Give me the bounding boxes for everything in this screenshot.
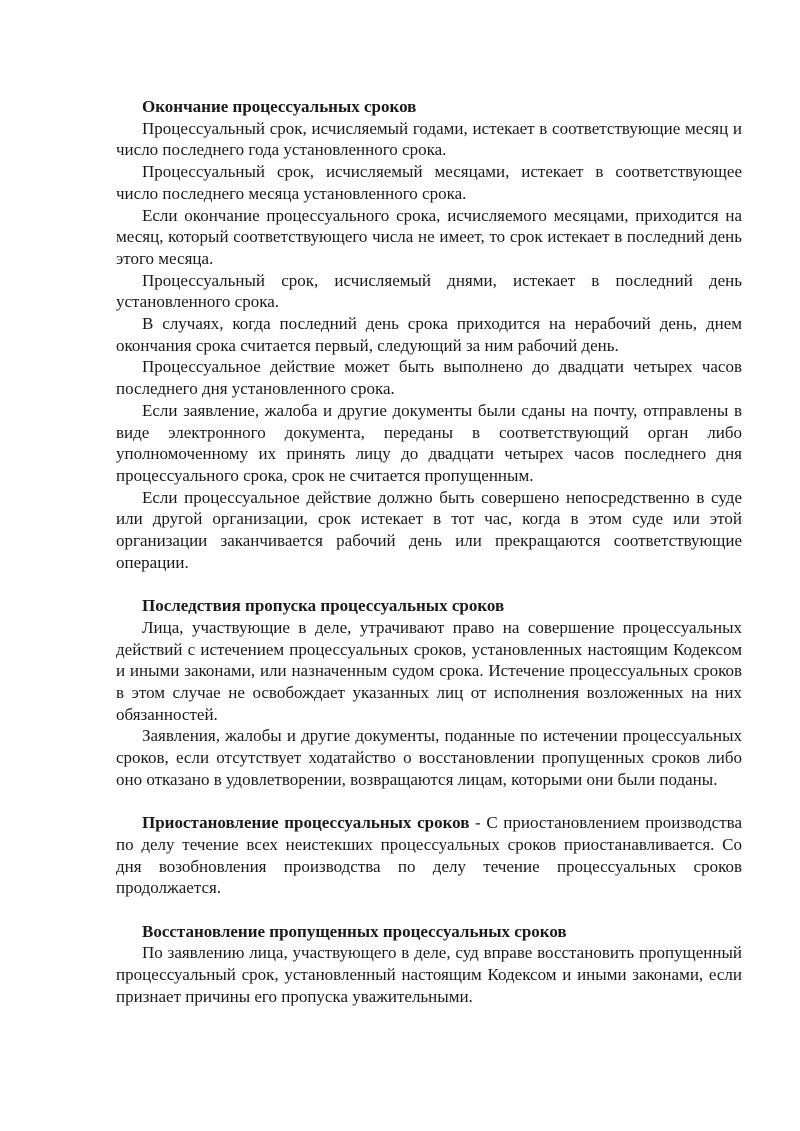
paragraph: По заявлению лица, участвующего в деле, суд вправе восстановить пропущенный процессуальный срок, установленный настоящим Кодексом и иными законами, если признает причины его пропуска уважительными. <box>116 943 742 1006</box>
paragraph: Если окончание процессуального срока, исчисляемого месяцами, приходится на месяц, который соответствующего числа не имеет, то срок истекает в последний день этого месяца. <box>116 205 742 268</box>
paragraph: Процессуальный срок, исчисляемый днями, истекает в последний день установленного срока. <box>116 270 742 312</box>
paragraph: В случаях, когда последний день срока приходится на нерабочий день, днем окончания срока считается первый, следующий за ним рабочий день. <box>116 314 742 355</box>
paragraph: Если процессуальное действие должно быть совершено непосредственно в суде или другой организации, срок истекает в тот час, когда в этом суде или этой организации заканчивается рабочий день или прекращаются соответствующие операции. <box>116 487 742 572</box>
section-missed-deadline-consequences <box>116 595 742 790</box>
paragraph <box>116 812 742 899</box>
paragraph: Если заявление, жалоба и другие документы были сданы на почту, отправлены в виде электронного документа, переданы в соответствующий орган либо уполномоченному их принять лицу до двадцати четырех часов последнего дня процессуального срока, срок не считается пропущенным. <box>116 400 742 485</box>
paragraph: Процессуальный срок, исчисляемый годами, истекает в соответствующие месяц и число последнего года установленного срока. <box>116 118 742 160</box>
section-procedural-deadline-end <box>116 96 742 573</box>
inline-text: - С приостановлением производства по делу течение всех неистекших процессуальных сроков приостанавливается. Со дня возобновления производства по делу течение процессуальных сроков продолжается. <box>116 813 743 898</box>
section-heading: Восстановление пропущенных процессуальных сроков <box>142 921 567 941</box>
section-deadline-restoration <box>116 921 742 1008</box>
paragraph: Лица, участвующие в деле, утрачивают право на совершение процессуальных действий с истечением процессуальных сроков, установленных настоящим Кодексом и иными законами, или назначенным судом срока. Истечение процессуальных сроков в этом случае не освобождает указанных лиц от исполнения возложенных на них обязанностей. <box>116 617 742 724</box>
section-heading: Окончание процессуальных сроков <box>142 97 417 116</box>
section-heading: Последствия пропуска процессуальных сроков <box>142 596 505 616</box>
paragraph: Процессуальный срок, исчисляемый месяцами, истекает в соответствующее число последнего месяца установленного срока. <box>116 162 742 203</box>
inline-heading: Приостановление процессуальных сроков <box>142 813 470 833</box>
paragraph: Процессуальное действие может быть выполнено до двадцати четырех часов последнего дня установленного срока. <box>116 357 742 399</box>
paragraph: Заявления, жалобы и другие документы, поданные по истечении процессуальных сроков, если отсутствует ходатайство о восстановлении пропущенных сроков либо оно отказано в удовлетворении, возвращаются лицам, которыми они были поданы. <box>116 726 742 789</box>
section-deadline-suspension <box>116 812 742 899</box>
